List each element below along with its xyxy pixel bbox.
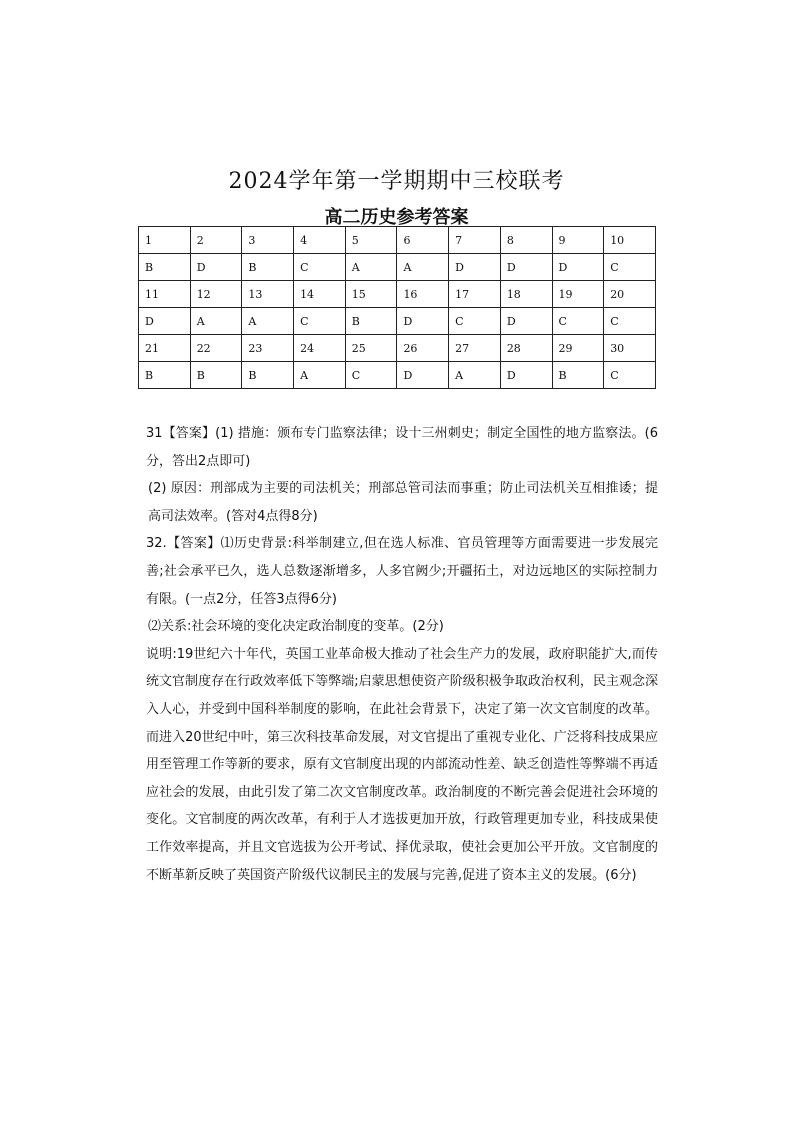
answer-letter-cell: A [449,362,501,389]
question-number-cell: 19 [552,281,604,308]
question-number-cell: 1 [139,227,191,254]
answer-letter-cell: B [190,362,242,389]
question-number-cell: 13 [242,281,294,308]
question-number-cell: 28 [500,335,552,362]
answer-letter-cell: B [139,362,191,389]
question-number-cell: 27 [449,335,501,362]
question-number-cell: 15 [345,281,397,308]
question-number-cell: 24 [294,335,346,362]
answer-letter-cell: C [604,308,656,335]
question-number-row [139,281,656,308]
answer-letter-cell: B [345,308,397,335]
answer-explanations [146,420,658,889]
answer-letter-cell: D [500,362,552,389]
answer-letter-cell: A [242,308,294,335]
question-number-cell: 7 [449,227,501,254]
question-number-cell: 14 [294,281,346,308]
answer-letter-cell: D [139,308,191,335]
question-31-answer-part-2: (2) 原因：刑部成为主要的司法机关；刑部总管司法而事重；防止司法机关互相推诿；提高司法效率。(答对4点得8分) [148,481,658,524]
answer-letter-cell: D [449,254,501,281]
question-number-cell: 3 [242,227,294,254]
question-number-cell: 21 [139,335,191,362]
question-number-cell: 4 [294,227,346,254]
answer-letter-cell: D [500,254,552,281]
question-number-cell: 26 [397,335,449,362]
answer-letter-cell: D [190,254,242,281]
question-number-cell: 22 [190,335,242,362]
question-number-cell: 9 [552,227,604,254]
question-number-cell: 6 [397,227,449,254]
answer-letter-cell: B [552,362,604,389]
answer-letter-row [139,308,656,335]
question-32-answer-part-1: 32.【答案】⑴历史背景:科举制建立,但在选人标准、官员管理等方面需要进一步发展完善;社会承平已久，选人总数逐渐增多，人多官阙少;开疆拓土，对边远地区的实际控制力有限。(一点2分，任答3点得6分) [146,536,658,607]
question-number-row [139,335,656,362]
answer-letter-cell: A [345,254,397,281]
answer-key-table [138,226,656,389]
question-number-cell: 8 [500,227,552,254]
question-32-answer-part-2: ⑵关系:社会环境的变化决定政治制度的变革。(2分) [148,619,444,635]
question-31-answer-part-1: 31【答案】(1) 措施：颁布专门监察法律；设十三州刺史；制定全国性的地方监察法。(6分，答出2点即可) [146,426,658,469]
answer-letter-cell: A [397,254,449,281]
answer-letter-cell: D [397,308,449,335]
question-number-cell: 11 [139,281,191,308]
question-number-cell: 10 [604,227,656,254]
answer-key-table-body [139,227,656,389]
question-number-cell: 5 [345,227,397,254]
question-number-cell: 23 [242,335,294,362]
answer-letter-row [139,362,656,389]
answer-letter-cell: C [552,308,604,335]
answer-letter-cell: C [345,362,397,389]
answer-letter-cell: B [139,254,191,281]
answer-letter-cell: A [190,308,242,335]
answer-letter-cell: D [552,254,604,281]
answer-letter-cell: C [604,362,656,389]
answer-letter-cell: C [294,308,346,335]
answer-letter-cell: C [294,254,346,281]
question-number-cell: 30 [604,335,656,362]
question-32-answer-part-3: 说明:19世纪六十年代，英国工业革命极大推动了社会生产力的发展，政府职能扩大,而传统文官制度存在行政效率低下等弊端;启蒙思想使资产阶级积极争取政治权利，民主观念深入人心，并受到中国科举制度的影响，在此社会背景下，决定了第一次文官制度的改革。而进入20世纪中叶，第三次科技革命发展，对文官提出了重视专业化、广泛将科技成果应用至管理工作等新的要求，原有文官制度出现的内部流动性差、缺乏创造性等弊端不再适应社会的发展，由此引发了第二次文官制度改革。政治制度的不断完善会促进社会环境的变化。文官制度的两次改革，有利于人才选拔更加开放，行政管理更加专业，科技成果使工作效率提高，并且文官选拔为公开考试、择优录取，使社会更加公平开放。文官制度的不断革新反映了英国资产阶级代议制民主的发展与完善,促进了资本主义的发展。(6分) [146,646,658,883]
answer-letter-cell: B [242,254,294,281]
question-number-cell: 12 [190,281,242,308]
question-number-cell: 25 [345,335,397,362]
answer-letter-row [139,254,656,281]
page-subtitle: 高二历史参考答案 [324,207,469,228]
answer-letter-cell: A [294,362,346,389]
answer-letter-cell: C [604,254,656,281]
question-number-row [139,227,656,254]
page-title: 2024学年第一学期期中三校联考 [228,169,565,194]
answer-letter-cell: B [242,362,294,389]
question-number-cell: 17 [449,281,501,308]
question-number-cell: 20 [604,281,656,308]
answer-letter-cell: D [397,362,449,389]
question-number-cell: 29 [552,335,604,362]
answer-letter-cell: D [500,308,552,335]
question-number-cell: 2 [190,227,242,254]
question-number-cell: 16 [397,281,449,308]
answer-letter-cell: C [449,308,501,335]
question-number-cell: 18 [500,281,552,308]
